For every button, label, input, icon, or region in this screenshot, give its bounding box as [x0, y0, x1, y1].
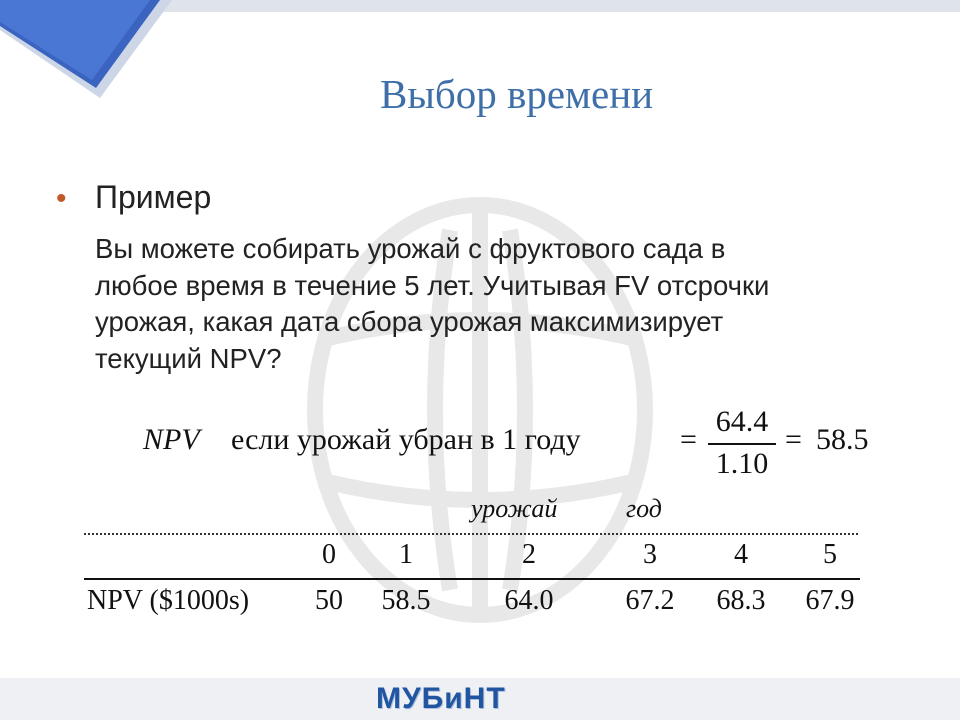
table-cell-npv: 58.5 [381, 585, 431, 616]
formula-equals: = [680, 423, 697, 456]
table-row-label: NPV ($1000s) [87, 585, 250, 616]
logo: МУБиНТ [376, 682, 506, 715]
table-header-harvest: урожай [471, 494, 558, 523]
table-column-header: 0 [322, 539, 336, 570]
paragraph-line: Вы можете собирать урожай с фруктового сада в [95, 233, 726, 264]
table-cell-npv: 68.3 [716, 585, 766, 616]
formula-equals-result: = [785, 423, 802, 456]
slide-title: Выбор времени [380, 71, 654, 117]
corner-decoration [0, 0, 180, 105]
table-header-rule [84, 578, 860, 580]
formula-text: если урожай убран в 1 году [231, 423, 581, 456]
formula-denominator: 1.10 [715, 447, 769, 480]
table-cell-npv: 50 [315, 585, 343, 616]
bullet-heading: Пример [95, 179, 212, 215]
formula-numerator: 64.4 [715, 405, 769, 438]
table-cell-npv: 67.9 [805, 585, 855, 616]
table-cell-npv: 64.0 [504, 585, 554, 616]
bullet-paragraph [95, 231, 925, 377]
paragraph-line: урожая, какая дата сбора урожая максимизирует [95, 306, 724, 337]
table-column-header: 3 [643, 539, 657, 570]
table-column-header: 1 [399, 539, 413, 570]
fraction-bar [708, 443, 776, 445]
paragraph-line: любое время в течение 5 лет. Учитывая FV отсрочки [95, 269, 770, 301]
table-column-header: 5 [823, 539, 837, 570]
paragraph-line: текущий NPV? [95, 342, 282, 374]
table-column-header: 4 [734, 539, 748, 570]
formula-npv-symbol: NPV [143, 423, 200, 456]
table-cell-npv: 67.2 [625, 585, 675, 616]
table-column-header: 2 [522, 539, 536, 570]
bullet-dot-icon: • [56, 182, 67, 215]
table-dotted-rule [84, 533, 858, 535]
table-header-year: год [626, 494, 662, 523]
formula-result: 58.5 [816, 423, 869, 456]
